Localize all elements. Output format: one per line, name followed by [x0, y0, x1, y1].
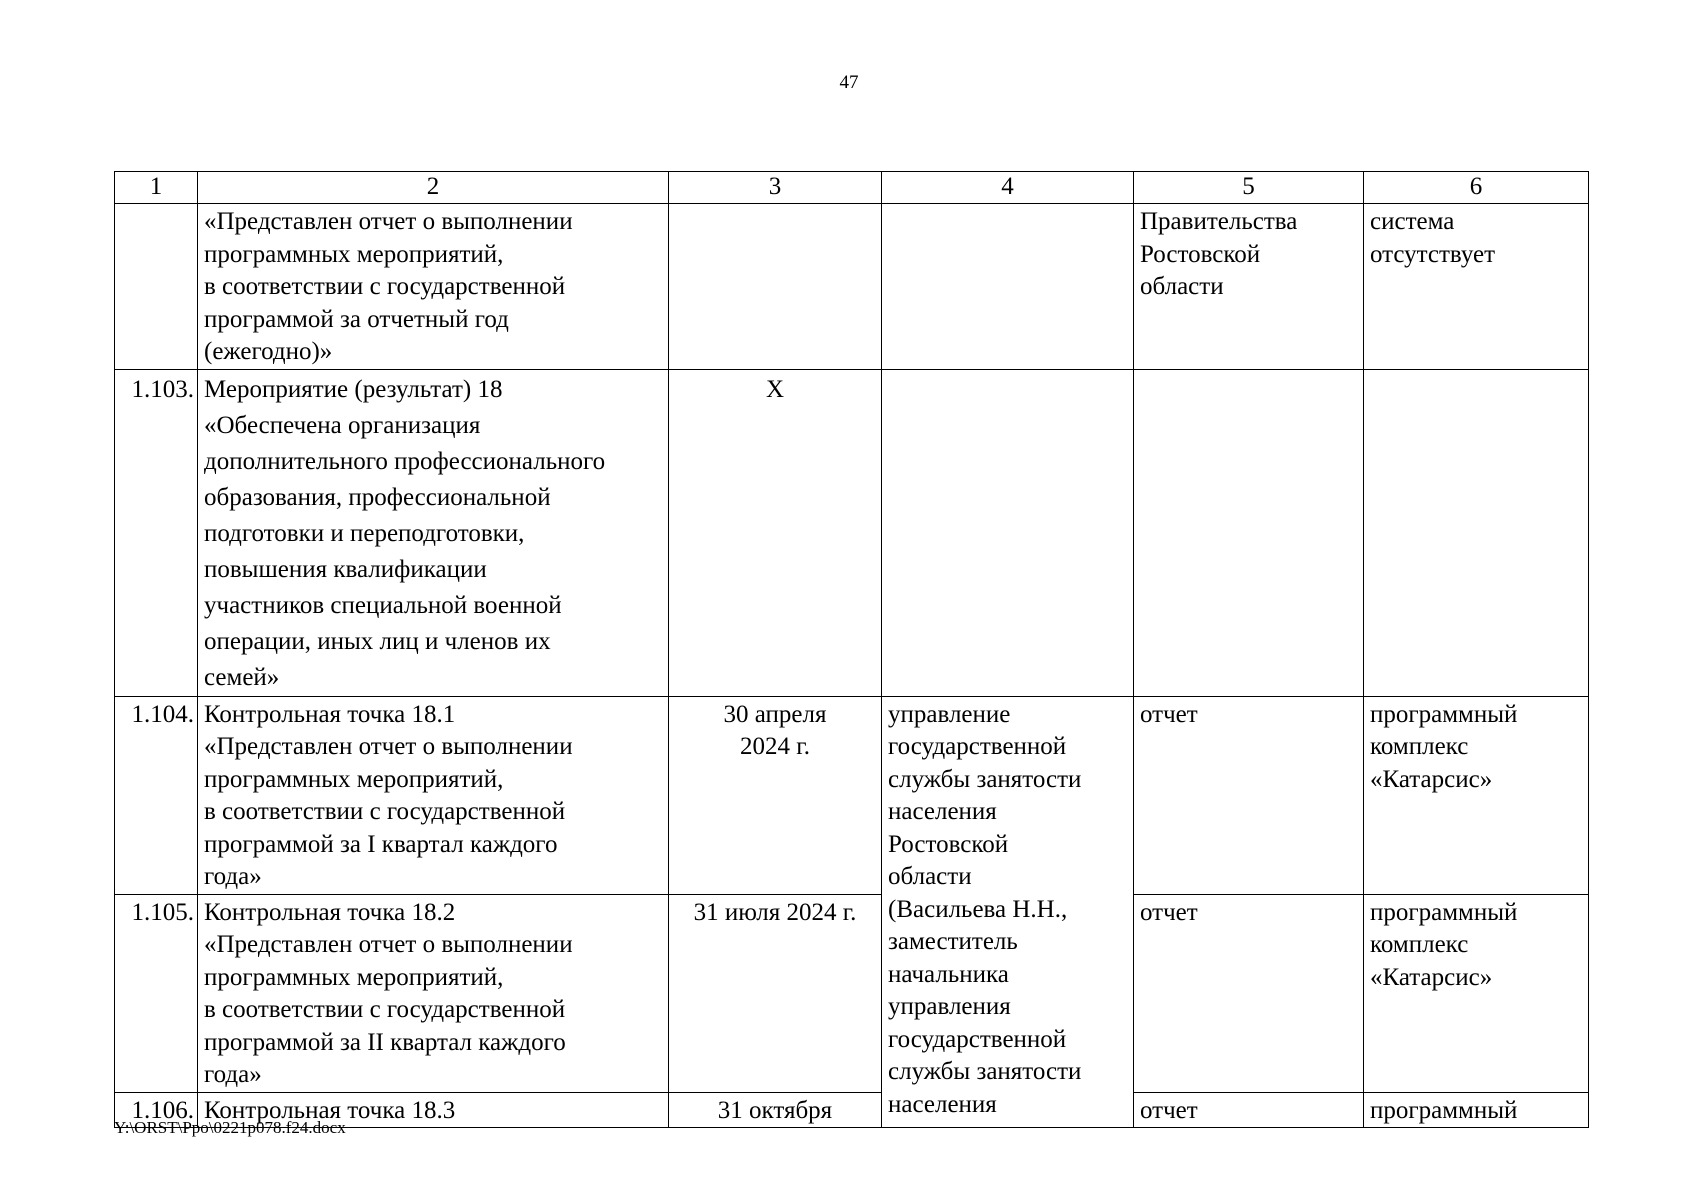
row-date: 30 апреля 2024 г.	[669, 696, 882, 894]
row-text: Мероприятие (результат) 18 «Обеспечена организация дополнительного профессионального образования, профессиональной подготовки и переподготовки, повышения квалификации участников специальной военной операции, иных лиц и членов их семей»	[198, 369, 669, 696]
row-system	[1364, 369, 1589, 696]
row-document: отчет	[1134, 696, 1364, 894]
row-number: 1.104.	[115, 696, 198, 894]
row-number: 1.106.	[115, 1092, 198, 1128]
row-system: программный комплекс «Катарсис»	[1364, 894, 1589, 1092]
table-row	[115, 894, 1589, 1092]
row-responsible: управление государственной службы занятости населения Ростовской области (Васильева Н.Н., заместитель начальника управления государственной службы занятости населения	[882, 696, 1134, 1128]
row-document: Правительства Ростовской области	[1134, 204, 1364, 370]
page-number: 47	[839, 72, 859, 93]
row-responsible	[882, 204, 1134, 370]
table-row	[115, 369, 1589, 696]
row-document: отчет	[1134, 1092, 1364, 1128]
row-number	[115, 204, 198, 370]
row-document	[1134, 369, 1364, 696]
row-text: Контрольная точка 18.2 «Представлен отчет о выполнении программных мероприятий, в соответствии с государственной программой за II квартал каждого года»	[198, 894, 669, 1092]
row-document: отчет	[1134, 894, 1364, 1092]
row-number: 1.105.	[115, 894, 198, 1092]
row-text: Контрольная точка 18.1 «Представлен отчет о выполнении программных мероприятий, в соответствии с государственной программой за I квартал каждого года»	[198, 696, 669, 894]
row-responsible	[882, 369, 1134, 696]
column-header: 5	[1134, 172, 1364, 204]
row-system: программный комплекс «Катарсис»	[1364, 696, 1589, 894]
table-row	[115, 696, 1589, 894]
column-header: 4	[882, 172, 1134, 204]
row-date	[669, 204, 882, 370]
column-header: 1	[115, 172, 198, 204]
column-header: 2	[198, 172, 669, 204]
table-row	[115, 204, 1589, 370]
column-header: 6	[1364, 172, 1589, 204]
row-text: «Представлен отчет о выполнении программных мероприятий, в соответствии с государственной программой за отчетный год (ежегодно)»	[198, 204, 669, 370]
row-system: программный	[1364, 1092, 1589, 1128]
row-date: 31 июля 2024 г.	[669, 894, 882, 1092]
column-header: 3	[669, 172, 882, 204]
row-number: 1.103.	[115, 369, 198, 696]
row-text: Контрольная точка 18.3	[198, 1092, 669, 1128]
file-path-footer: Y:\ORST\Ppo\0221p078.f24.docx	[114, 1118, 346, 1137]
row-date: 31 октября	[669, 1092, 882, 1128]
row-date: Х	[669, 369, 882, 696]
document-table	[114, 171, 1589, 1128]
table-header-row	[115, 172, 1589, 204]
row-system: система отсутствует	[1364, 204, 1589, 370]
